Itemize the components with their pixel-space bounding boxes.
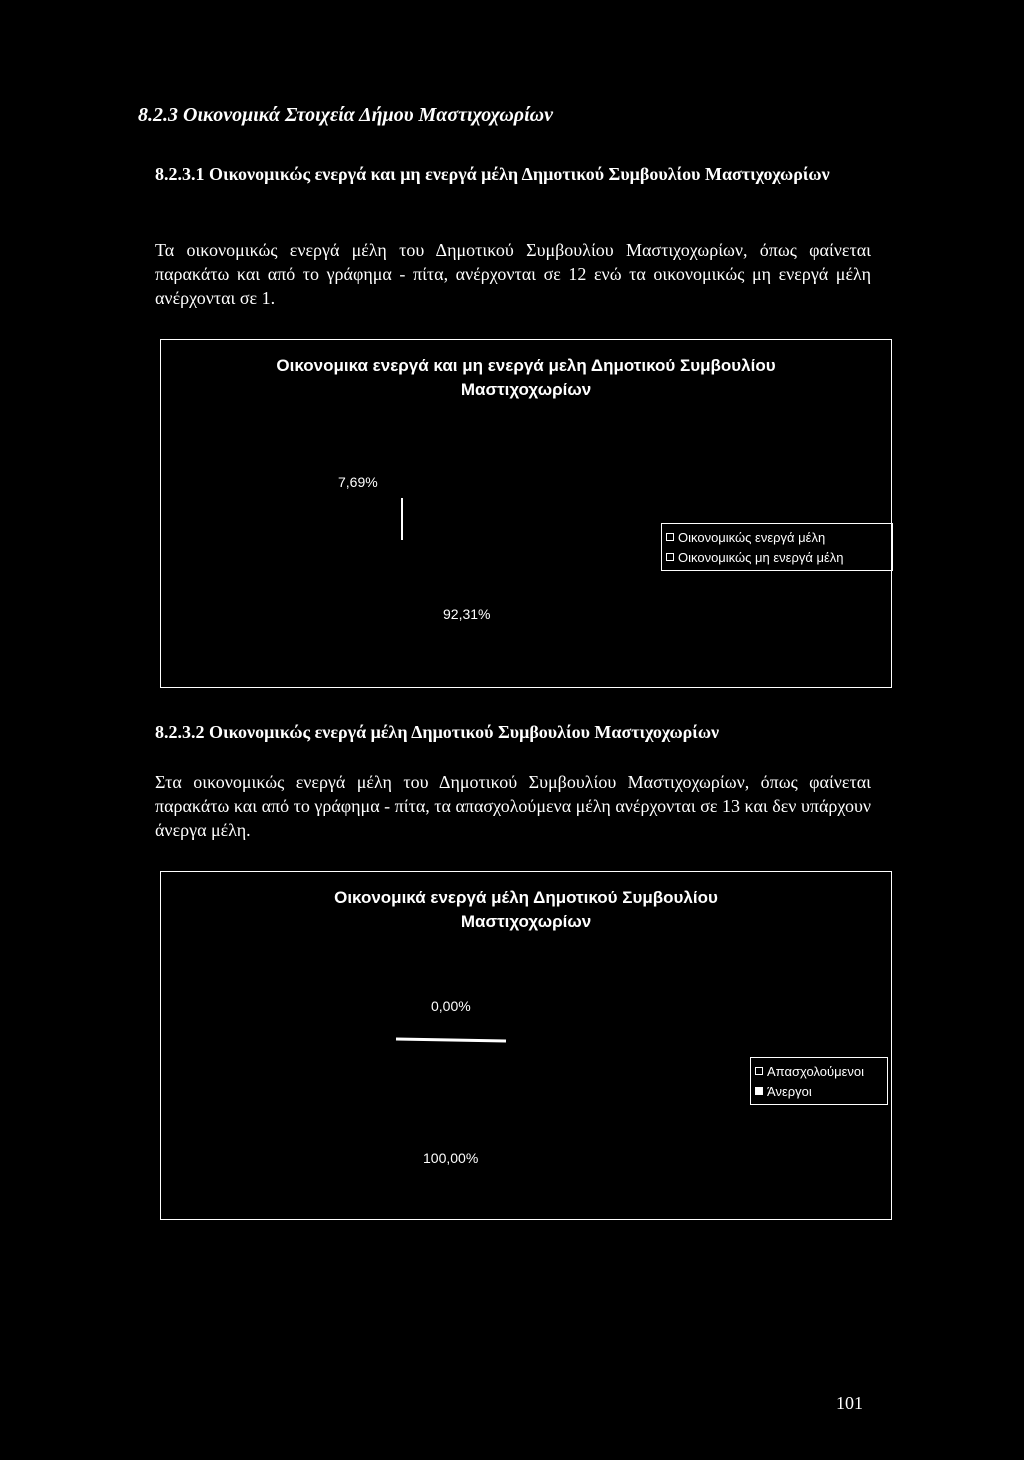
chart-2-legend-label-employed: Απασχολούμενοι <box>767 1063 864 1079</box>
chart-1-legend <box>661 523 893 571</box>
chart-1-title-line2: Μαστιχοχωρίων <box>460 380 592 399</box>
chart-2-frame <box>160 871 892 1220</box>
page-number: 101 <box>836 1393 863 1413</box>
chart-2-legend-label-unemployed: Άνεργοι <box>767 1083 812 1099</box>
chart-1-data-label-active: 92,31% <box>443 606 491 622</box>
chart-2-legend-item-employed <box>755 1061 883 1081</box>
chart-1-legend-item-active <box>666 527 888 547</box>
chart-1-frame <box>160 339 892 688</box>
chart-1-plot <box>161 340 891 687</box>
chart-1-legend-item-inactive <box>666 547 888 567</box>
chart-2-plot <box>161 872 891 1219</box>
subsection-2-heading: 8.2.3.2 Οικονομικώς ενεργά μέλη Δημοτικού Συμβουλίου Μαστιχοχωρίων <box>155 722 720 742</box>
chart-1-legend-swatch-inactive <box>666 553 674 561</box>
subsection-1-paragraph: Τα οικονομικώς ενεργά μέλη του Δημοτικού Συμβουλίου Μαστιχοχωρίων, όπως φαίνεται παρακάτω και από το γράφημα - πίτα, ανέρχονται σε 12 ενώ τα οικονομικώς μη ενεργά μέλη ανέρχονται σε 1. <box>155 240 871 308</box>
chart-2-title-line2: Μαστιχοχωρίων <box>460 912 592 931</box>
subsection-1-heading: 8.2.3.1 Οικονομικώς ενεργά και μη ενεργά μέλη Δημοτικού Συμβουλίου Μαστιχοχωρίων <box>155 164 830 184</box>
chart-2-legend-item-unemployed <box>755 1081 883 1101</box>
chart-2-title-line1: Οικονομικά ενεργά μέλη Δημοτικού Συμβουλίου <box>334 888 718 907</box>
chart-1-title-line1: Οικονομικα ενεργά και μη ενεργά μελη Δημοτικού Συμβουλίου <box>276 356 776 375</box>
chart-2-legend-swatch-unemployed <box>755 1087 763 1095</box>
chart-2-slice-edge <box>396 1039 506 1041</box>
section-heading: 8.2.3 Οικονομικά Στοιχεία Δήμου Μαστιχοχωρίων <box>138 104 553 126</box>
chart-1-legend-swatch-active <box>666 533 674 541</box>
chart-1-legend-label-active: Οικονομικώς ενεργά μέλη <box>678 529 826 545</box>
subsection-2-paragraph: Στα οικονομικώς ενεργά μέλη του Δημοτικού Συμβουλίου Μαστιχοχωρίων, όπως φαίνεται παρακάτω και από το γράφημα - πίτα, τα απασχολούμενα μέλη ανέρχονται σε 13 και δεν υπάρχουν άνεργα μέλη. <box>155 772 871 840</box>
chart-2-legend-swatch-employed <box>755 1067 763 1075</box>
chart-1-legend-label-inactive: Οικονομικώς μη ενεργά μέλη <box>678 549 844 565</box>
chart-2-data-label-employed: 100,00% <box>423 1150 479 1166</box>
chart-1-data-label-inactive: 7,69% <box>338 474 378 490</box>
chart-2-data-label-unemployed: 0,00% <box>431 998 471 1014</box>
chart-2-legend <box>750 1057 888 1105</box>
